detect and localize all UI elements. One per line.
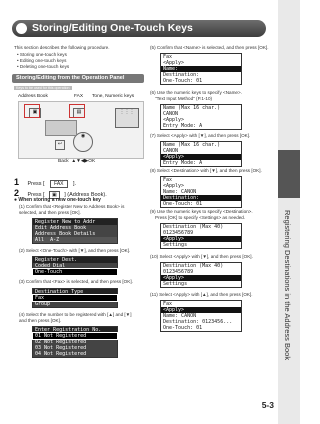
address-book-highlight <box>24 104 40 118</box>
lcd-row: CANON <box>163 111 179 117</box>
new-key-step-2: (2) Select <One-Touch> with [▼], and then press [OK]. <box>19 248 131 253</box>
address-book-key-icon: ▣ <box>49 191 60 199</box>
lcd-registration-no: Enter Registration No. 01 Not Registered 02 Not Registered 03 Not Registered 04 Not Registered <box>32 326 118 358</box>
lcd-row: <Apply> <box>163 117 185 123</box>
lcd-row: One-Touch: 01 <box>163 325 203 331</box>
lcd-row: Destination: <box>161 195 241 201</box>
chapter-side-tab <box>278 0 300 424</box>
intro-bullet-1: • Storing one-touch keys <box>17 52 67 57</box>
lcd-row: Fax <box>163 54 173 60</box>
intro-bullet-2: • Editing one-touch keys <box>17 58 67 63</box>
right-step-text: (10) Select <Apply> with [▼], and then press [OK]. <box>150 254 253 259</box>
lcd-screen <box>160 104 242 130</box>
lcd-row: Name: CANON <box>163 313 197 319</box>
section-heading: Storing/Editing from the Operation Panel <box>12 74 144 83</box>
label-numeric-keys: Tone, Numeric keys <box>92 94 135 99</box>
label-fax: FAX <box>74 94 84 99</box>
address-book-key: ▣ <box>29 108 41 118</box>
lcd-screen <box>160 300 242 332</box>
right-step-text: (7) Select <Apply> with [▼], and then press [OK]. <box>150 133 251 138</box>
lcd-screen <box>160 223 242 249</box>
lcd-row: Name: CANON <box>163 189 197 195</box>
lcd-row: One-Touch: 01 <box>163 201 203 207</box>
lcd-row: Settings <box>163 242 188 248</box>
lcd-row: One-Touch: 01 <box>163 78 203 84</box>
lcd-row: Fax <box>163 177 173 183</box>
chapter-title: Registering Destinations in the Address Book <box>283 210 292 361</box>
page-title-bar <box>12 20 266 37</box>
lcd-screen <box>160 141 242 167</box>
lcd-row: Destination: 0123456... <box>163 319 233 325</box>
intro-text: This section describes the following procedure. <box>14 45 110 50</box>
lcd-row: <Apply> <box>163 60 185 66</box>
chapter-marker <box>278 150 300 198</box>
fax-highlight <box>69 104 85 118</box>
lcd-register-dest: Register Dest. Coded Dial One-Touch <box>32 256 118 276</box>
lcd-row: <Apply> <box>161 275 241 281</box>
lcd-row: Entry Mode: A <box>163 123 203 129</box>
step-1: 1 Press [ FAX ]. <box>14 177 77 187</box>
right-step-text: (9) Use the numeric keys to specify <Destination>. <box>150 209 253 214</box>
right-step-text: (5) Confirm that <Name> is selected, and then press [OK]. <box>150 45 269 50</box>
lcd-row: 0123456789 <box>163 269 194 275</box>
panel-tag: Keys to be used for this operation <box>16 86 70 90</box>
page-title: Storing/Editing One-Touch Keys <box>32 22 193 34</box>
new-key-step-4: (4) Select the number to be registered with [▲] and [▼] and then press [OK]. <box>19 312 132 324</box>
step-2: 2 Press [ ▣ ] (Address Book). <box>14 188 107 198</box>
lcd-row: Fax <box>163 301 173 307</box>
lcd-row: Entry Mode: A <box>163 160 203 166</box>
lcd-row: Name: <box>161 66 241 72</box>
lcd-destination-type: Destination Type Fax Group <box>32 288 118 308</box>
lcd-row: Destination: <box>163 72 200 78</box>
new-key-heading: ● When storing a new one-touch key <box>14 197 101 203</box>
lcd-row: <Apply> <box>163 183 185 189</box>
lcd-row: Destination (Max 40) <box>163 224 224 230</box>
lcd-row: 0123456789 <box>163 230 194 236</box>
label-address-book: Address Book <box>18 94 48 99</box>
right-step-note: Press [OK] to specify <Settings> as needed. <box>155 215 246 220</box>
label-back: Back ▲▼◀▶OK <box>58 159 96 164</box>
right-step-text: (6) Use the numeric keys to specify <Name>. <box>150 90 242 95</box>
numeric-keypad: ⋮⋮⋮ <box>115 108 139 128</box>
lcd-screen <box>160 176 242 208</box>
new-key-step-3: (3) Confirm that <Fax> is selected, and then press [OK]. <box>19 279 133 284</box>
lcd-row: <Apply> <box>161 154 241 160</box>
lcd-row: <Apply> <box>161 236 241 242</box>
lcd-row: Destination (Max 40) <box>163 263 224 269</box>
lcd-row: Name (Max 16 char.) <box>163 105 221 111</box>
lcd-row: Name (Max 16 char.) <box>163 142 221 148</box>
lcd-screen <box>160 262 242 288</box>
intro-bullet-3: • Deleting one-touch keys <box>17 64 70 69</box>
lcd-register-menu: Register New to Addr Edit Address Book Address Book Details All A-Z <box>32 218 118 244</box>
new-key-step-1: (1) Confirm that <Register New to Address Book> is selected, and then press [OK]. <box>19 204 125 216</box>
page-number: 5-3 <box>261 400 274 410</box>
right-step-text: (11) Select <Apply> with [▲], and then press [OK]. <box>150 292 253 297</box>
panel-display <box>45 120 77 136</box>
fax-key-label: FAX <box>50 180 67 188</box>
lcd-screen <box>160 53 242 85</box>
right-step-note: "Text Input Method" (P.1-10) <box>155 96 213 101</box>
right-step-text: (8) Select <Destination> with [▼], and then press [OK]. <box>150 168 262 173</box>
back-key: ↩ <box>55 140 65 150</box>
nav-dial: ◉ <box>73 132 93 152</box>
lcd-row: <Apply> <box>161 307 241 313</box>
lcd-row: Settings <box>163 281 188 287</box>
lcd-row: CANON <box>163 148 179 154</box>
fax-key: ▤ <box>73 108 85 118</box>
bullet-circle-icon <box>16 23 27 34</box>
